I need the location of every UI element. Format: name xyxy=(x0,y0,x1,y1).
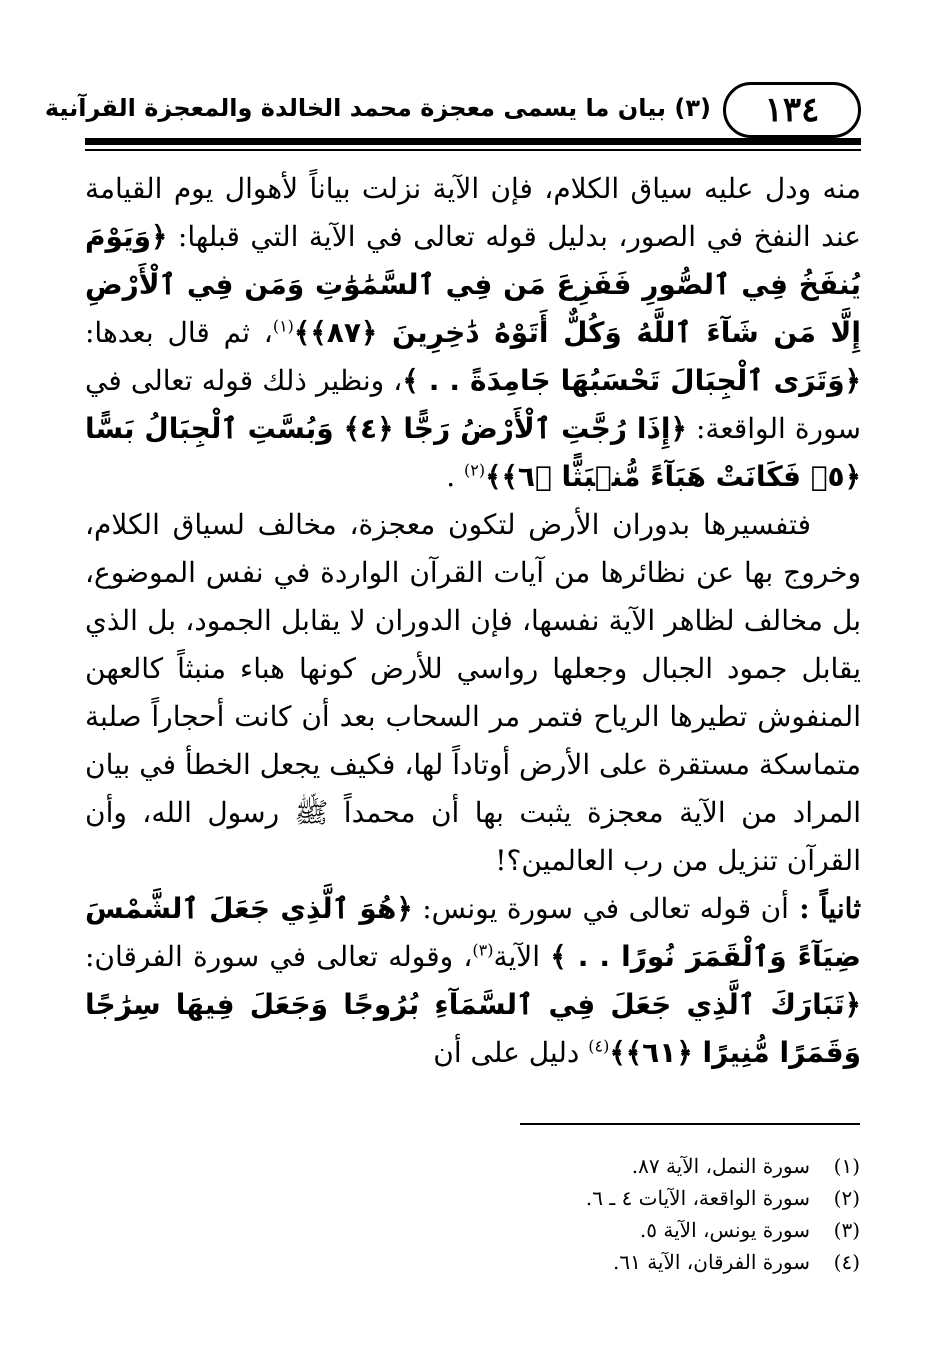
footnote-item xyxy=(440,1246,860,1278)
paragraph-lead: ثانياً : xyxy=(788,892,862,925)
text-span: ، وقوله تعالى في سورة الفرقان: xyxy=(85,940,473,973)
footnote-number: (٢) xyxy=(833,1186,860,1210)
text-span: دليل على أن xyxy=(433,1036,589,1069)
page-number: ١٣٤ xyxy=(764,90,820,130)
footnote-item xyxy=(440,1150,860,1182)
paragraph-2: فتفسيرها بدوران الأرض لتكون معجزة، مخالف لسياق الكلام، وخروج بها عن نظائرها من آيات القرآن الواردة في نفس الموضوع، بل مخالف لظاهر الآية نفسها، فإن الدوران لا يقابل الجمود، بل الذي يقابل جمود الجبال وجعلها رواسي للأرض كونها هباء منبثاً كالعهن المنفوش تطيرها الرياح فتمر مر السحاب بعد أن كانت أحجاراً صلبة متماسكة مستقرة على الأرض أوتاداً لها، فكيف يجعل الخطأ في بيان المراد من الآية معجزة يثبت بها أن محمداً ﷺ رسول الله، وأن القرآن تنزيل من رب العالمين؟! xyxy=(85,508,861,877)
header-rule-thin xyxy=(85,149,861,151)
quran-verse-naml-87: وَيَوْمَ يُنفَخُ فِي ٱلصُّورِ فَفَزِعَ مَن فِي ٱلسَّمَٰوَٰتِ وَمَن فِي ٱلْأَرْضِ إِلَّا مَن شَآءَ ٱللَّهُ وَكُلٌّ أَتَوْهُ دَٰخِرِينَ ﴿٨٧﴾ xyxy=(85,220,862,349)
running-title: (٣) بيان ما يسمى معجزة محمد الخالدة والمعجزة القرآنية xyxy=(44,94,711,122)
footnote-item xyxy=(440,1182,860,1214)
page-header xyxy=(44,82,861,142)
quran-ornament-close: ﴾ xyxy=(293,316,311,349)
footnote-item xyxy=(440,1214,860,1246)
page-number-frame xyxy=(723,82,861,138)
quran-ornament-close: ﴾ xyxy=(609,1036,626,1069)
footnote-ref-1[interactable]: (١) xyxy=(272,316,294,336)
quran-ornament-close: ﴾ xyxy=(550,940,567,973)
text-span: ، ونظير ذلك قوله تعالى في سورة الواقعة: xyxy=(85,364,862,445)
footnote-text: سورة الواقعة، الآيات ٤ ـ ٦. xyxy=(585,1186,810,1210)
footnote-number: (٤) xyxy=(833,1250,860,1274)
footnote-text: سورة الفرقان، الآية ٦١. xyxy=(613,1250,810,1274)
quran-ornament-open: ﴿ xyxy=(844,988,861,1021)
footnote-text: سورة النمل، الآية ٨٧. xyxy=(631,1154,810,1178)
paragraph-3 xyxy=(85,885,861,1077)
footnotes xyxy=(440,1150,860,1278)
text-span: . xyxy=(446,460,464,493)
footnote-text: سورة يونس، الآية ٥. xyxy=(639,1218,810,1242)
text-span: الآية xyxy=(493,940,551,973)
header-rule-thick xyxy=(85,138,861,145)
quran-ornament-open: ﴿ xyxy=(844,364,861,397)
footnote-number: (١) xyxy=(833,1154,860,1178)
quran-verse-yunus-5: هُوَ ٱلَّذِي جَعَلَ ٱلشَّمْسَ ضِيَآءً وَٱلْقَمَرَ نُورًا . . xyxy=(85,892,861,973)
quran-ornament-close: ﴾ xyxy=(402,364,419,397)
quran-ornament-open: ﴿ xyxy=(396,892,413,925)
quran-ornament-close: ﴾ xyxy=(485,460,502,493)
quran-verse-naml-88: وَتَرَى ٱلْجِبَالَ تَحْسَبُهَا جَامِدَةً . . xyxy=(418,364,845,397)
text-span: أن قوله تعالى في سورة يونس: xyxy=(412,892,789,925)
footnote-separator xyxy=(520,1123,860,1125)
quran-verse-furqan-61: تَبَارَكَ ٱلَّذِي جَعَلَ فِي ٱلسَّمَآءِ بُرُوجًا وَجَعَلَ فِيهَا سِرَٰجًا وَقَمَرًا مُّنِيرًا ﴿٦١﴾ xyxy=(85,988,861,1069)
text-span: ، ثم قال بعدها: xyxy=(85,316,273,349)
footnote-number: (٣) xyxy=(833,1218,860,1242)
paragraph-1 xyxy=(85,165,861,501)
footnote-ref-3[interactable]: (٣) xyxy=(472,940,494,960)
footnote-ref-4[interactable]: (٤) xyxy=(588,1036,610,1056)
body-text xyxy=(85,165,861,1077)
text-span: منه ودل عليه سياق الكلام، فإن الآية نزلت بياناً لأهوال يوم القيامة عند النفخ في الصور، بدليل قوله تعالى في الآية التي قبلها: xyxy=(85,172,861,253)
quran-ornament-open: ﴿ xyxy=(670,412,687,445)
footnote-ref-2[interactable]: (٢) xyxy=(464,460,486,480)
quran-verse-waqia-4-6: إِذَا رُجَّتِ ٱلْأَرْضُ رَجًّا ﴿٤﴾ وَبُسَّتِ ٱلْجِبَالُ بَسًّا ﴿٥﴾ فَكَانَتْ هَبَآءً مُّنۢبَثًّا ﴿٦﴾ xyxy=(85,412,861,493)
quran-ornament-open: ﴿ xyxy=(151,220,168,253)
